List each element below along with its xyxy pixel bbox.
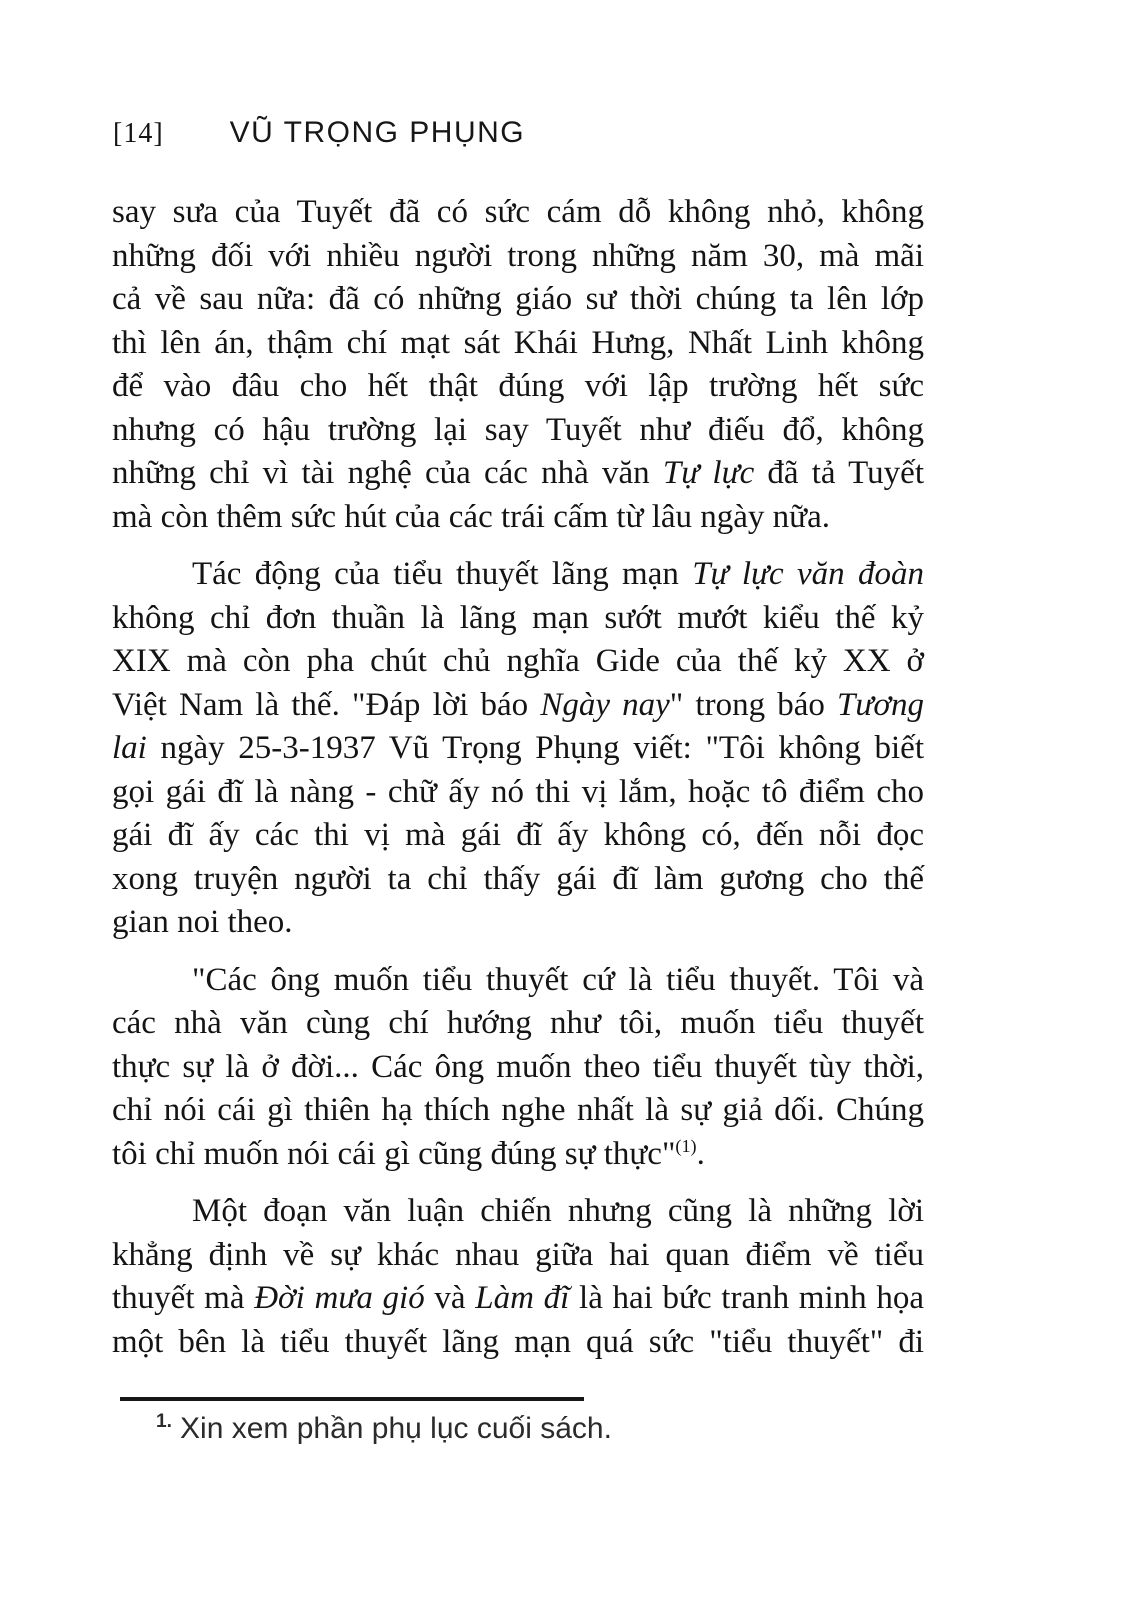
text-line: tôi chỉ muốn nói cái gì cũng đúng sự thực"$^{(1)}$. bbox=[112, 1135, 705, 1172]
text-line: Việt Nam là thế. "Đáp lời báo Ngày nay" trong báo Tương bbox=[112, 686, 925, 723]
text-line: xong truyện người ta chỉ thấy gái đĩ làm gương cho thế bbox=[112, 860, 924, 897]
page-header bbox=[113, 116, 1037, 150]
paragraph bbox=[112, 1190, 924, 1364]
text-line: "Các ông muốn tiểu thuyết cứ là tiểu thuyết. Tôi và bbox=[192, 961, 924, 998]
text-line: nhưng có hậu trường lại say Tuyết như điếu đổ, không bbox=[112, 411, 924, 448]
body-text bbox=[112, 191, 924, 1378]
text-line: những đối với nhiều người trong những năm 30, mà mãi bbox=[112, 237, 924, 274]
footnote-text: Xin xem phần phụ lục cuối sách. bbox=[180, 1412, 612, 1445]
paragraph bbox=[112, 191, 924, 539]
text-line: để vào đâu cho hết thật đúng với lập trường hết sức bbox=[112, 368, 924, 404]
text-line: say sưa của Tuyết đã có sức cám dỗ không nhỏ, không bbox=[112, 194, 924, 230]
text-line: khẳng định về sự khác nhau giữa hai quan điểm về tiểu bbox=[112, 1236, 924, 1273]
text-line: thực sự là ở đời... Các ông muốn theo tiểu thuyết tùy thời, bbox=[112, 1048, 924, 1085]
text-line: gian noi theo. bbox=[112, 904, 293, 940]
text-line: XIX mà còn pha chút chủ nghĩa Gide của thế kỷ XX ở bbox=[112, 643, 924, 679]
text-line: chỉ nói cái gì thiên hạ thích nghe nhất là sự giả dối. Chúng bbox=[112, 1092, 924, 1128]
text-line: không chỉ đơn thuần là lãng mạn sướt mướt kiểu thế kỷ bbox=[112, 599, 924, 636]
page-number: [14] bbox=[113, 118, 164, 149]
text-line: cả về sau nữa: đã có những giáo sư thời chúng ta lên lớp bbox=[112, 281, 924, 317]
footnote bbox=[112, 1408, 872, 1450]
paragraph bbox=[112, 553, 924, 945]
running-title: VŨ TRỌNG PHỤNG bbox=[229, 116, 526, 149]
text-line: gọi gái đĩ là nàng - chữ ấy nó thi vị lắm, hoặc tô điểm cho bbox=[112, 773, 924, 810]
text-line: những chỉ vì tài nghệ của các nhà văn Tự lực đã tả Tuyết bbox=[112, 455, 925, 491]
text-line: Một đoạn văn luận chiến nhưng cũng là những lời bbox=[192, 1193, 924, 1229]
text-line: lai ngày 25-3-1937 Vũ Trọng Phụng viết: "Tôi không biết bbox=[112, 730, 924, 766]
footnote-marker: 1. bbox=[156, 1411, 173, 1432]
paragraph bbox=[112, 959, 924, 1177]
footnote-divider bbox=[120, 1397, 584, 1401]
text-line: thuyết mà Đời mưa gió và Làm đĩ là hai bức tranh minh họa bbox=[112, 1280, 924, 1316]
text-line: các nhà văn cùng chí hướng như tôi, muốn tiểu thuyết bbox=[112, 1005, 924, 1041]
text-line: Tác động của tiểu thuyết lãng mạn Tự lực văn đoàn bbox=[192, 556, 924, 592]
text-line: thì lên án, thậm chí mạt sát Khái Hưng, Nhất Linh không bbox=[112, 324, 924, 361]
text-line: một bên là tiểu thuyết lãng mạn quá sức "tiểu thuyết" đi bbox=[112, 1323, 924, 1360]
text-line: mà còn thêm sức hút của các trái cấm từ lâu ngày nữa. bbox=[112, 498, 830, 535]
text-line: gái đĩ ấy các thi vị mà gái đĩ ấy không có, đến nỗi đọc bbox=[112, 817, 924, 853]
